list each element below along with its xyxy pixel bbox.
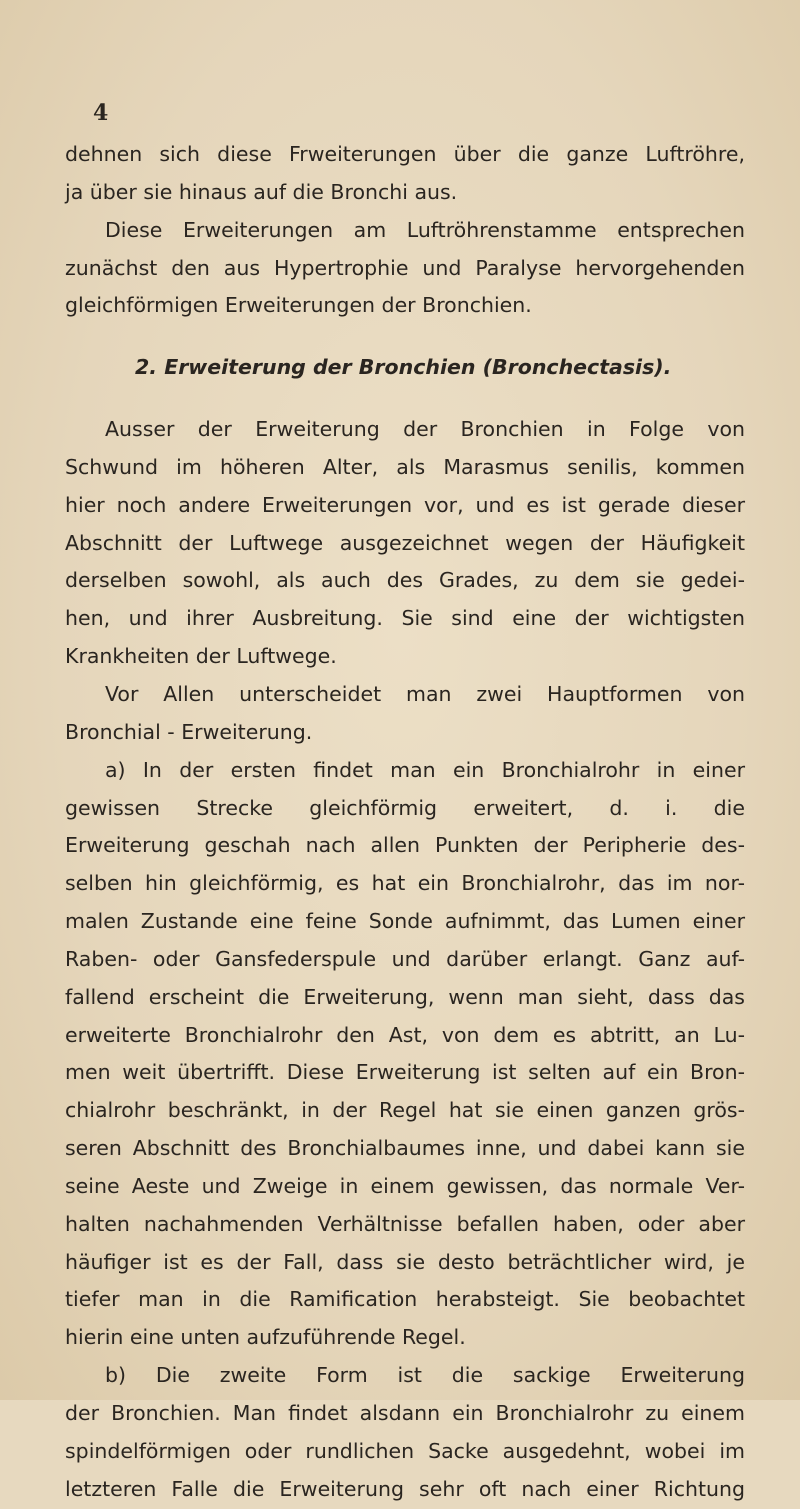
text-line: Bronchial - Erweiterung. [65,719,313,744]
text-line: Krankheiten der Luftwege. [65,644,337,669]
text-line: halten nachahmenden Verhältnisse befallen haben, oder aber [65,1211,745,1236]
text-line: Abschnitt der Luftwege ausgezeichnet wegen der Häufigkeit [65,530,745,555]
text-line: häufiger ist es der Fall, dass sie desto beträchtlicher wird, je [65,1249,745,1274]
text-line: erweiterte Bronchialrohr den Ast, von dem es abtritt, an Lu- [65,1022,745,1047]
text-line: letzteren Falle die Erweiterung sehr oft nach einer Richtung [65,1476,745,1501]
text-line: Erweiterung geschah nach allen Punkten der Peripherie des- [65,833,745,858]
text-line: men weit übertrifft. Diese Erweiterung ist selten auf ein Bron- [65,1060,745,1085]
text-line: spindelförmigen oder rundlichen Sacke ausgedehnt, wobei im [65,1438,745,1463]
text-line: chialrohr beschränkt, in der Regel hat sie einen ganzen grös- [65,1098,745,1123]
text-line: malen Zustande eine feine Sonde aufnimmt, das Lumen einer [65,909,745,934]
text-line: seren Abschnitt des Bronchialbaumes inne, und dabei kann sie [65,1136,745,1161]
text-line: selben hin gleichförmig, es hat ein Bronchialrohr, das im nor- [65,871,745,896]
text-line: ja über sie hinaus auf die Bronchi aus. [65,179,458,204]
text-line: Diese Erweiterungen am Luftröhrenstamme entsprechen [105,217,745,242]
text-line: hier noch andere Erweiterungen vor, und es ist gerade dieser [65,492,745,517]
text-line: gleichförmigen Erweiterungen der Bronchien. [65,293,532,318]
text-line: Ausser der Erweiterung der Bronchien in Folge von [105,417,745,442]
text-line: gewissen Strecke gleichförmig erweitert, d. i. die [65,795,745,820]
text-line: hen, und ihrer Ausbreitung. Sie sind eine der wichtigsten [65,606,745,631]
page-number: 4 [93,100,109,126]
text-line: tiefer man in die Ramification herabsteigt. Sie beobachtet [65,1287,745,1312]
text-line: der Bronchien. Man findet alsdann ein Bronchialrohr zu einem [65,1401,745,1425]
text-line: seine Aeste und Zweige in einem gewissen, das normale Ver- [65,1173,745,1198]
text-line: derselben sowohl, als auch des Grades, zu dem sie gedei- [65,568,745,593]
text-line: Raben- oder Gansfederspule und darüber erlangt. Ganz auf- [65,946,745,971]
text-line: Vor Allen unterscheidet man zwei Hauptformen von [105,681,745,706]
spacer [65,325,745,349]
text-line: hierin eine unten aufzuführende Regel. [65,1325,466,1350]
text-line: fallend erscheint die Erweiterung, wenn man sieht, dass das [65,984,745,1009]
body-text [65,136,745,1509]
spacer [65,387,745,411]
text-line: dehnen sich diese Frweiterungen über die ganze Luftröhre, [65,142,745,166]
text-line: b) Die zweite Form ist die sackige Erweiterung [105,1363,745,1388]
section-heading: 2. Erweiterung der Bronchien (Bronchectasis). [135,355,672,380]
text-line: zunächst den aus Hypertrophie und Paralyse hervorgehenden [65,255,745,280]
text-line: Schwund im höheren Alter, als Marasmus senilis, kommen [65,454,745,479]
text-line: a) In der ersten findet man ein Bronchialrohr in einer [105,757,745,782]
